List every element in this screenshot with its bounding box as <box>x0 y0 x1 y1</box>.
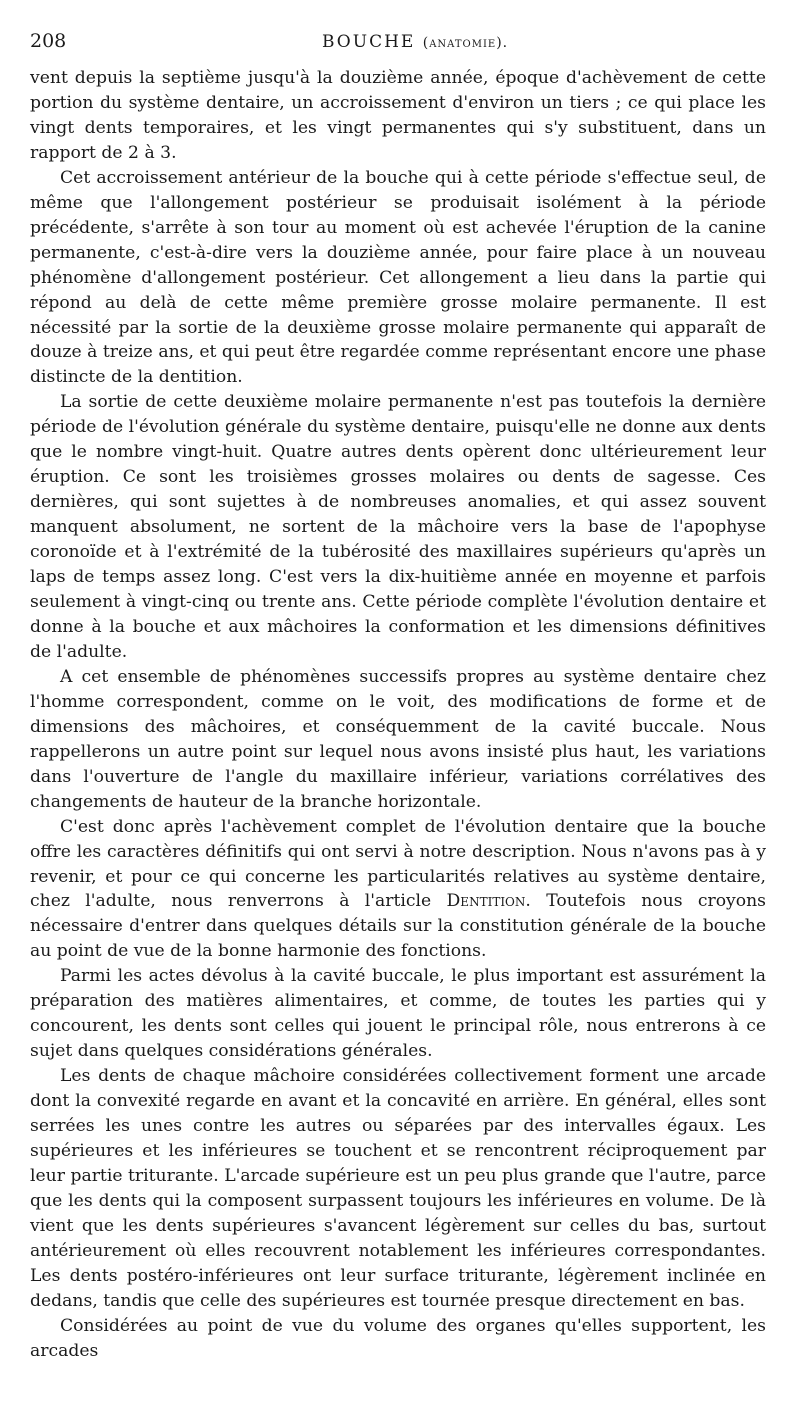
paragraph: Les dents de chaque mâchoire considérées collectivement forment une arcade dont la convexité regarde en avant et la concavité en arrière. En général, elles sont serrées les unes contre les autres ou séparées par des intervalles égaux. Les supérieures et les inférieures se touchent et se rencontrent réciproquement par leur partie triturante. L'arcade supérieure est un peu plus grande que l'autre, parce que les dents qui la composent surpassent toujours les inférieures en volume. De là vient que les dents supérieures s'avancent légèrement sur celles du bas, surtout antérieurement où elles recouvrent notablement les inférieures correspondantes. Les dents postéro-inférieures ont leur surface triturante, légèrement inclinée en dedans, tandis que celle des supérieures est tournée presque directement en bas. <box>30 1066 766 1311</box>
paragraph-text: . Toutefois nous croyons nécessaire d'entrer dans quelques détails sur la constitution générale de la bouche au point de vue de la bonne harmonie des fonctions. <box>30 891 767 962</box>
paragraph: vent depuis la septième jusqu'à la douzième année, époque d'achèvement de cette portion du système dentaire, un accroissement d'environ un tiers ; ce qui place les vingt dents temporaires, et les vingt permanentes qui s'y substituent, dans un rapport de 2 à 3. <box>30 68 766 163</box>
page-header <box>30 30 766 58</box>
body-text <box>30 66 766 1364</box>
paragraph <box>30 815 766 965</box>
running-head <box>322 32 508 52</box>
page-number: 208 <box>30 30 67 52</box>
paragraph: Considérées au point de vue du volume des organes qu'elles supportent, les arcades <box>30 1315 766 1361</box>
article-reference: Dentition <box>446 891 526 912</box>
paragraph: Cet accroissement antérieur de la bouche qui à cette période s'effectue seul, de même que l'allongement postérieur se produisait isolément à la période précédente, s'arrête à son tour au moment où est achevée l'éruption de la canine permanente, c'est-à-dire vers la douzième année, pour faire place à un nouveau phénomène d'allongement postérieur. Cet allongement a lieu dans la partie qui répond au delà de cette même première grosse molaire permanente. Il est nécessité par la sortie de la deuxième grosse molaire permanente qui apparaît de douze à treize ans, et qui peut être regardée comme représentant encore une phase distincte de la dentition. <box>30 167 766 388</box>
paragraph: A cet ensemble de phénomènes successifs propres au système dentaire chez l'homme correspondent, comme on le voit, des modifications de forme et de dimensions des mâchoires, et conséquemment de la cavité buccale. Nous rappellerons un autre point sur lequel nous avons insisté plus haut, les variations dans l'ouverture de l'angle du maxillaire inférieur, variations corrélatives des changements de hauteur de la branche horizontale. <box>30 666 766 812</box>
paragraph-text: C'est donc après l'achèvement complet de l'évolution dentaire que la bouche offre les caractères définitifs qui ont servi à notre description. Nous n'avons pas à y revenir, et pour ce qui concerne les particularités relatives au système dentaire, chez l'adulte, nous renverrons à l'article <box>30 816 766 912</box>
running-subtitle: (anatomie). <box>422 35 509 51</box>
running-title: BOUCHE <box>322 32 416 52</box>
paragraph: Parmi les actes dévolus à la cavité buccale, le plus important est assurément la préparation des matières alimentaires, et comme, de toutes les parties qui y concourent, les dents sont celles qui jouent le principal rôle, nous entrerons à ce sujet dans quelques considérations générales. <box>30 966 766 1062</box>
paragraph: La sortie de cette deuxième molaire permanente n'est pas toutefois la dernière période de l'évolution générale du système dentaire, puisqu'elle ne donne aux dents que le nombre vingt-huit. Quatre autres dents opèrent donc ultérieurement leur éruption. Ce sont les troisièmes grosses molaires ou dents de sagesse. Ces dernières, qui sont sujettes à de nombreuses anomalies, et qui assez souvent manquent absolument, ne sortent de la mâchoire vers la base de l'apophyse coronoïde et à l'extrémité de la tubérosité des maxillaires supérieurs qu'après un laps de temps assez long. C'est vers la dix-huitième année en moyenne et parfois seulement à vingt-cinq ou trente ans. Cette période complète l'évolution dentaire et donne à la bouche et aux mâchoires la conformation et les dimensions définitives de l'adulte. <box>30 392 766 662</box>
